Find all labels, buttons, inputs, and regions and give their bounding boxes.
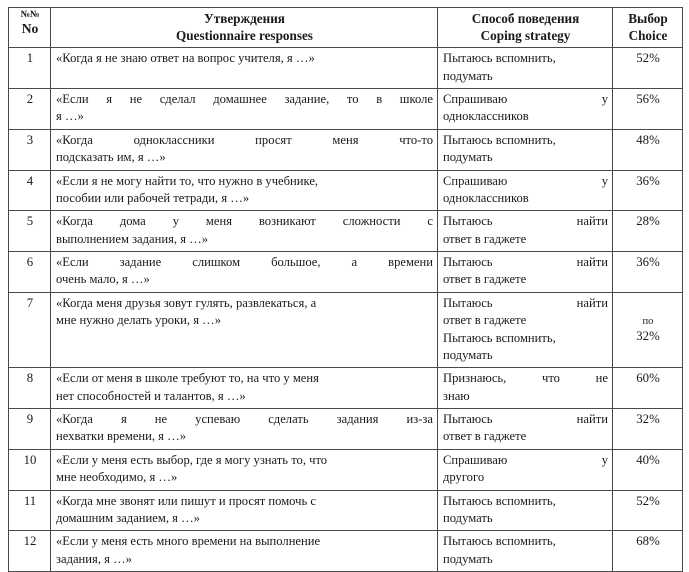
strategy-line: Пытаюсь найти [443,412,608,427]
column-header-choice [613,8,683,48]
cell-strategy [438,368,613,409]
cell-choice [613,129,683,170]
statement-line: нет способностей и талантов, я …» [56,388,246,403]
cell-choice [613,490,683,531]
choice-value: 36% [636,173,660,188]
strategy-line: ответ в гаджете [443,231,527,246]
cell-statement [51,89,438,130]
cell-strategy [438,89,613,130]
table-row [9,129,683,170]
choice-value: 40% [636,452,660,467]
cell-choice [613,531,683,572]
statement-line: я …» [56,109,84,124]
table-header [9,8,683,48]
cell-statement [51,368,438,409]
column-header-choice-en: Choice [628,28,668,44]
table-row [9,490,683,531]
cell-strategy [438,129,613,170]
strategy-line: одноклассников [443,109,529,124]
choice-prefix: по [642,315,654,327]
statement-line: «Если у меня есть выбор, где я могу узнать то, что [56,452,328,467]
cell-statement [51,292,438,368]
column-header-strategy-ru: Способ поведения [471,11,580,26]
choice-value: 56% [636,92,660,107]
cell-choice [613,368,683,409]
strategy-line: подумать [443,150,493,165]
table-row [9,89,683,130]
cell-statement [51,48,438,89]
cell-statement [51,129,438,170]
strategy-line: подумать [443,68,493,83]
cell-choice [613,252,683,293]
statement-line: подсказать им, я …» [56,150,166,165]
statement-line: задания, я …» [56,551,132,566]
cell-number: 12 [9,531,51,572]
cell-choice [613,48,683,89]
cell-statement [51,531,438,572]
strategy-line: Пытаюсь найти [443,295,608,310]
cell-strategy [438,170,613,211]
statement-line: «Когда дома у меня возникают сложности с [56,214,433,229]
cell-number: 7 [9,292,51,368]
choice-value: 60% [636,371,660,386]
header-row [9,8,683,48]
cell-number: 6 [9,252,51,293]
cell-strategy [438,409,613,450]
statement-line: домашним заданием, я …» [56,510,200,525]
column-header-statement-en: Questionnaire responses [176,28,313,44]
statement-line: мне необходимо, я …» [56,470,178,485]
statement-line: мне нужно делать уроки, я …» [56,313,222,328]
cell-number: 8 [9,368,51,409]
column-header-statement [51,8,438,48]
cell-number: 11 [9,490,51,531]
statement-line: очень мало, я …» [56,272,150,287]
table-body [9,48,683,572]
column-header-number-symbol: №№ [20,10,40,20]
cell-strategy [438,292,613,368]
cell-number: 9 [9,409,51,450]
choice-value: 32% [636,328,660,343]
table-row [9,292,683,368]
table-row [9,368,683,409]
strategy-line: Пытаюсь вспомнить, [443,132,556,147]
cell-strategy [438,211,613,252]
statement-line: «Если от меня в школе требуют то, на что у меня [56,371,319,386]
strategy-line: Пытаюсь вспомнить, [443,493,556,508]
column-header-choice-ru: Выбор [628,11,668,26]
cell-strategy [438,252,613,293]
table-row [9,211,683,252]
cell-number: 5 [9,211,51,252]
cell-choice [613,170,683,211]
cell-choice [613,409,683,450]
choice-value: 32% [636,412,660,427]
choice-value: 52% [636,493,660,508]
strategy-line: Спрашиваю у [443,173,608,188]
statement-line: пособии или рабочей тетради, я …» [56,190,250,205]
strategy-line: подумать [443,347,493,362]
cell-choice [613,449,683,490]
strategy-line: одноклассников [443,190,529,205]
column-header-strategy [438,8,613,48]
choice-value: 36% [636,255,660,270]
choice-value: 28% [636,214,660,229]
cell-choice [613,89,683,130]
table-row [9,48,683,89]
cell-number: 4 [9,170,51,211]
strategy-line: подумать [443,551,493,566]
table-row [9,170,683,211]
choice-value: 48% [636,132,660,147]
table-row [9,252,683,293]
column-header-statement-ru: Утверждения [204,11,285,26]
choice-value: 68% [636,534,660,549]
cell-number: 2 [9,89,51,130]
cell-statement [51,490,438,531]
statement-line: «Когда одноклассники просят меня что-то [56,132,433,147]
column-header-number [9,8,51,48]
cell-statement [51,170,438,211]
cell-strategy [438,490,613,531]
strategy-line: другого [443,470,485,485]
cell-choice [613,211,683,252]
cell-strategy [438,531,613,572]
strategy-line: Спрашиваю у [443,92,608,107]
cell-strategy [438,449,613,490]
questionnaire-table [8,7,683,572]
column-header-number-label: No [21,20,39,36]
statement-line: «Когда мне звонят или пишут и просят помочь с [56,493,316,508]
strategy-line: подумать [443,510,493,525]
table-row [9,449,683,490]
statement-line: «Если я не сделал домашнее задание, то в школе [56,92,433,107]
column-header-strategy-en: Coping strategy [480,28,571,44]
cell-statement [51,211,438,252]
statement-line: «Когда я не успеваю сделать задания из-за [56,412,433,427]
cell-statement [51,252,438,293]
strategy-line: знаю [443,388,470,403]
strategy-line: Пытаюсь вспомнить, [443,51,556,66]
statement-line: выполнением задания, я …» [56,231,209,246]
cell-statement [51,409,438,450]
table-row [9,531,683,572]
statement-line: «Когда меня друзья зовут гулять, развлекаться, а [56,295,317,310]
statement-line: «Когда я не знаю ответ на вопрос учителя, я …» [56,51,315,66]
table-row [9,409,683,450]
choice-value: 52% [636,51,660,66]
cell-statement [51,449,438,490]
strategy-line: Пытаюсь вспомнить, [443,534,556,549]
cell-number: 3 [9,129,51,170]
strategy-line: Признаюсь, что не [443,371,608,386]
statement-line: «Если задание слишком большое, а времени [56,255,433,270]
statement-line: нехватки времени, я …» [56,429,187,444]
strategy-line: Спрашиваю у [443,452,608,467]
strategy-line: Пытаюсь найти [443,255,608,270]
cell-number: 10 [9,449,51,490]
cell-strategy [438,48,613,89]
strategy-line: Пытаюсь найти [443,214,608,229]
strategy-line: ответ в гаджете [443,313,527,328]
statement-line: «Если я не могу найти то, что нужно в учебнике, [56,173,319,188]
strategy-line: ответ в гаджете [443,272,527,287]
cell-choice [613,292,683,368]
cell-number: 1 [9,48,51,89]
strategy-line: Пытаюсь вспомнить, [443,330,556,345]
strategy-line: ответ в гаджете [443,429,527,444]
statement-line: «Если у меня есть много времени на выполнение [56,534,321,549]
